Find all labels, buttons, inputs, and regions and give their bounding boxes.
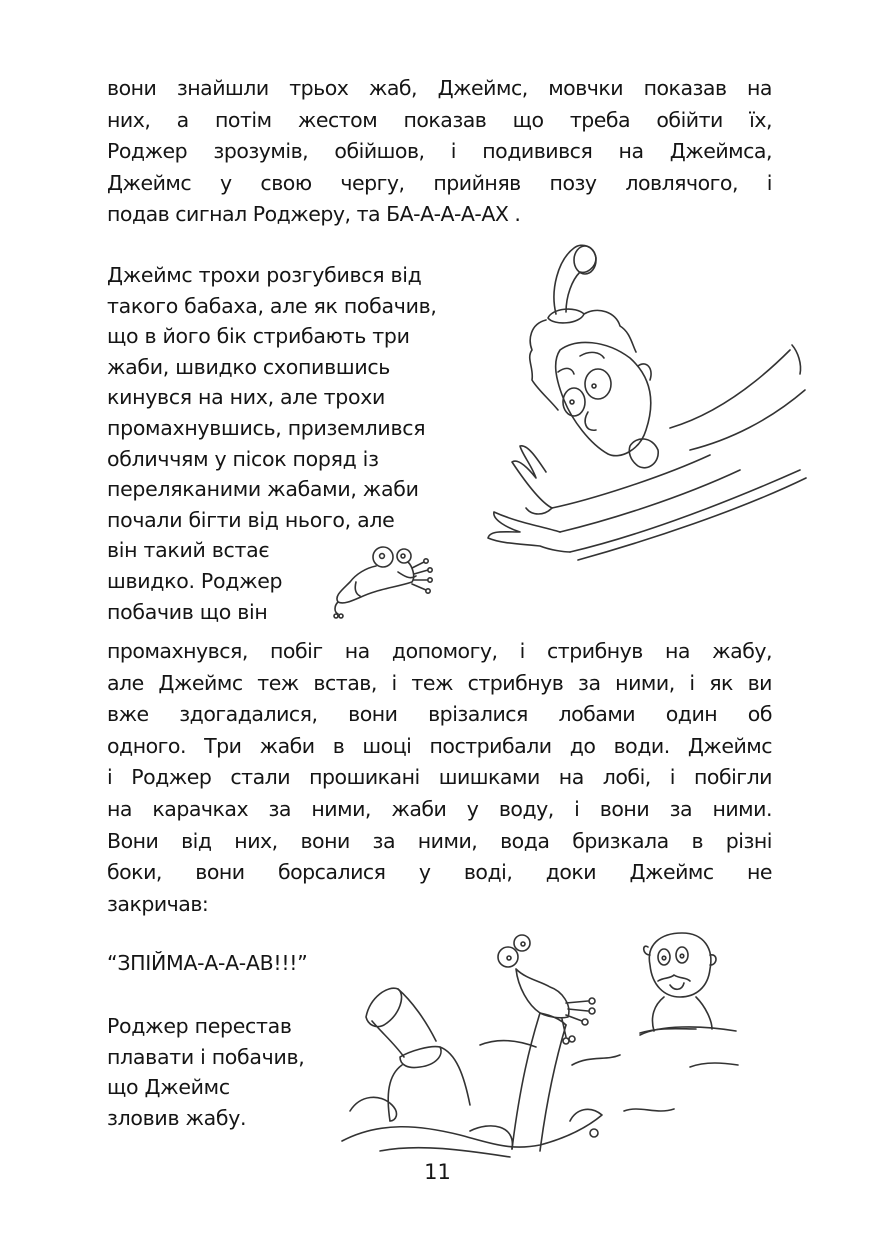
paragraph-1 — [107, 73, 772, 231]
text-line: такого бабаха, але як побачив, — [107, 293, 437, 318]
page-number: 11 — [424, 1160, 451, 1184]
text-line: він такий встає — [107, 538, 270, 563]
text-line: почали бігти від нього, але — [107, 507, 395, 532]
illustration-frog-icon — [320, 540, 440, 620]
shout-text — [107, 948, 307, 979]
text-line: них, а потім жестом показав що треба обійти їх, — [107, 107, 772, 132]
text-line: переляканими жабами, жаби — [107, 477, 419, 502]
text-line: але Джеймс теж встав, і теж стрибнув за ними, і як ви — [107, 670, 772, 695]
text-line: обличчям у пісок поряд із — [107, 446, 379, 471]
text-line: закричав: — [107, 891, 209, 916]
paragraph-3 — [107, 1011, 305, 1133]
text-line: швидко. Роджер — [107, 568, 283, 593]
text-line: що в його бік стрибають три — [107, 324, 410, 349]
text-line: одного. Три жаби в шоці пострибали до води. Джеймс — [107, 733, 772, 758]
text-line: “ЗПІЙМА-А-А-АВ!!!” — [107, 951, 308, 975]
text-line: Роджер перестав — [107, 1014, 292, 1038]
text-line: що Джеймс — [107, 1075, 230, 1100]
text-line: вони знайшли трьох жаб, Джеймс, мовчки показав на — [107, 76, 772, 100]
text-line: боки, вони борсалися у воді, доки Джеймс не — [107, 860, 772, 885]
text-line: жаби, швидко схопившись — [107, 354, 391, 379]
text-line: промахнувся, побіг на допомогу, і стрибнув на жабу, — [107, 639, 772, 663]
text-line: і Роджер стали прошикані шишками на лобі, і побігли — [107, 765, 772, 790]
text-line: побачив що він — [107, 599, 268, 624]
text-line: промахнувшись, приземлився — [107, 415, 426, 440]
text-line: Вони від них, вони за ними, вода бризкала в різні — [107, 828, 772, 853]
text-line: вже здогадалися, вони врізалися лобами один об — [107, 702, 772, 727]
text-line: кинувся на них, але трохи — [107, 385, 386, 410]
text-line: Джеймс у свою чергу, прийняв позу ловлячого, і — [107, 170, 772, 195]
text-line: зловив жабу. — [107, 1105, 247, 1130]
paragraph-2-full — [107, 636, 772, 920]
text-line: на карачках за ними, жаби у воду, і вони за ними. — [107, 796, 772, 821]
illustration-man-diving-icon — [480, 240, 810, 570]
text-line: плавати і побачив, — [107, 1044, 305, 1069]
text-line: Джеймс трохи розгубився від — [107, 263, 422, 287]
illustration-water-scene-icon — [340, 925, 740, 1165]
text-line: подав сигнал Роджеру, та БА-А-А-А-АХ . — [107, 202, 521, 227]
text-line: Роджер зрозумів, обійшов, і подивився на Джеймса, — [107, 139, 772, 164]
